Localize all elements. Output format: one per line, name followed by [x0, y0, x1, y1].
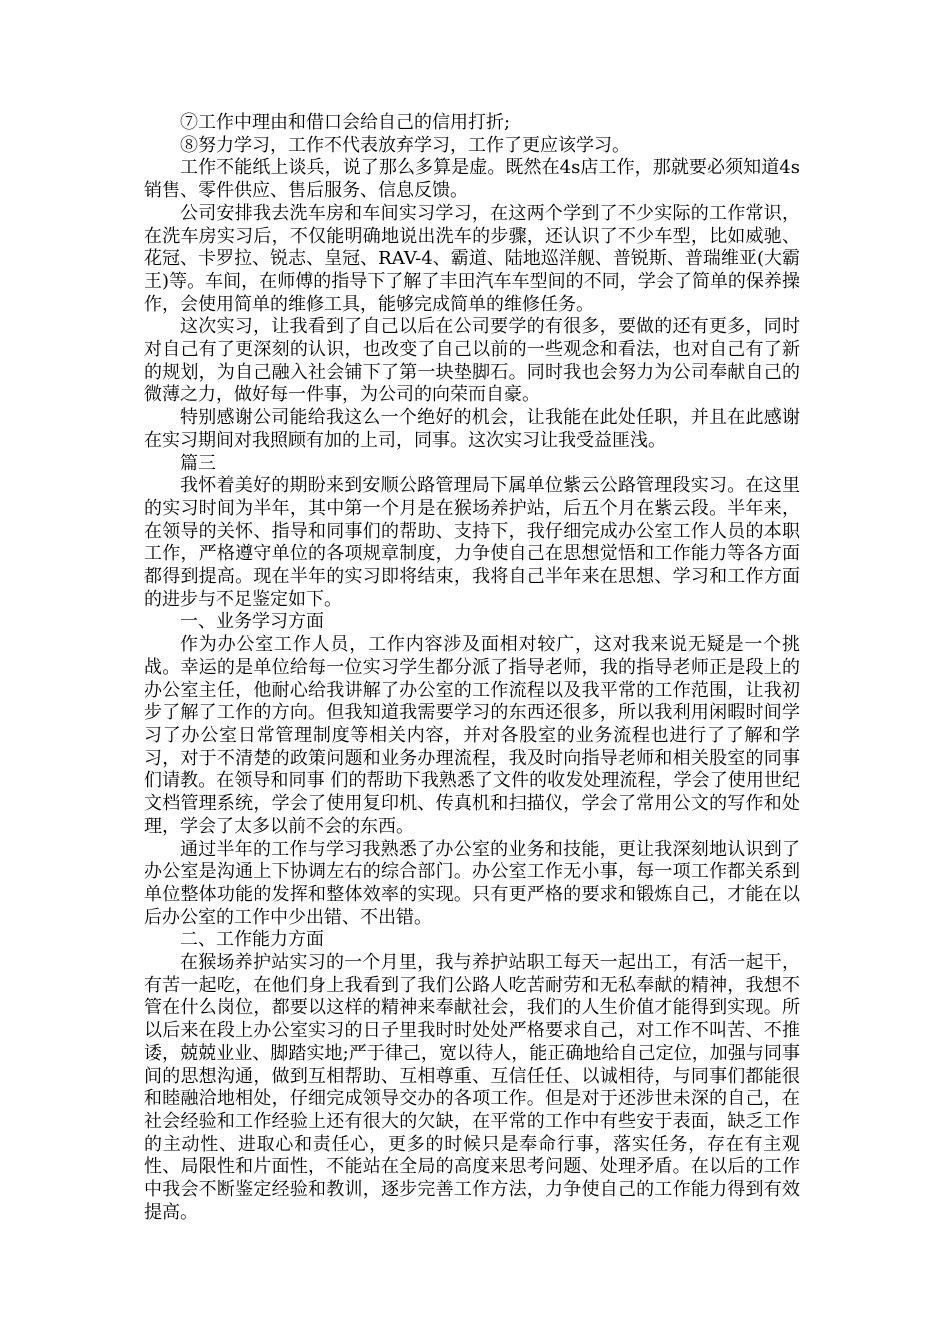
list-item-7: ⑦工作中理由和借口会给自己的信用打折;: [180, 112, 511, 133]
subsection-heading: 二、工作能力方面: [180, 929, 324, 951]
paragraph: 在猴场养护站实习的一个月里，我与养护站职工每天一起出工，有活一起干，有苦一起吃，在他们身上我看到了我们公路人吃苦耐劳和无私奉献的精神，我想不管在什么岗位，都要以这样的精神来奉献社会，我们的人生价值才能得到实现。所以后来在段上办公室实习的日子里我时时处处严格要求自己，对工作不叫苦、不推诿，兢兢业业、脚踏实地;严于律己，宽以待人，能正确地给自己定位，加强与同事间的思想沟通，做到互相帮助、互相尊重、互信任任、以诚相待，与同事们都能很和睦融洽地相处，仔细完成领导交办的各项工作。但是对于还涉世未深的自己，在社会经验和工作经验上还有很大的欠缺，在平常的工作中有些安于表面，缺乏工作的主动性、进取心和责任心，更多的时候只是奉命行事，落实任务，存在有主观性、局限性和片面性，不能站在全局的高度来思考问题、处理矛盾。在以后的工作中我会不断鉴定经验和教训，逐步完善工作方法，力争使自己的工作能力得到有效提高。: [144, 952, 800, 1223]
paragraph: 特别感谢公司能给我这么一个绝好的机会，让我能在此处任职，并且在此感谢在实习期间对我照顾有加的上司，同事。这次实习让我受益匪浅。: [144, 407, 800, 451]
paragraph: 作为办公室工作人员，工作内容涉及面相对较广，这对我来说无疑是一个挑战。幸运的是单位给每一位实习学生都分派了指导老师，我的指导老师正是段上的办公室主任，他耐心给我讲解了办公室的工作流程以及我平常的工作范围，让我初步了解了工作的方向。但我知道我需要学习的东西还很多，所以我利用闲暇时间学习了办公室日常管理制度等相关内容，并对各股室的业务流程也进行了了解和学习，对于不清楚的政策问题和业务办理流程，我及时向指导老师和相关股室的同事们请教。在领导和同事 们的帮助下我熟悉了文件的收发处理流程，学会了使用世纪文档管理系统，学会了使用复印机、传真机和扫描仪，学会了常用公文的写作和处理，学会了太多以前不会的东西。: [144, 634, 800, 837]
subsection-heading: 一、业务学习方面: [180, 611, 324, 633]
paragraph: 这次实习，让我看到了自己以后在公司要学的有很多，要做的还有更多，同时对自己有了更深刻的认识，也改变了自己以前的一些观念和看法，也对自己有了新的规划，为自己融入社会铺下了第一块垫脚石。同时我也会努力为公司奉献自己的微薄之力，做好每一件事，为公司的向荣而自豪。: [144, 316, 800, 406]
paragraph: 工作不能纸上谈兵，说了那么多算是虚。既然在4s店工作，那就要必须知道4s销售、零件供应、售后服务、信息反馈。: [144, 157, 800, 202]
paragraph: 通过半年的工作与学习我熟悉了办公室的业务和技能，更让我深刻地认识到了办公室是沟通上下协调左右的综合部门。办公室工作无小事，每一项工作都关系到单位整体功能的发挥和整体效率的实现。只有更严格的要求和锻炼自己，才能在以后办公室的工作中少出错、不出错。: [144, 838, 800, 928]
paragraph: 公司安排我去洗车房和车间实习学习，在这两个学到了不少实际的工作常识，在洗车房实习后，不仅能明确地说出洗车的步骤，还认识了不少车型，比如威驰、花冠、卡罗拉、锐志、皇冠、RAV-4、霸道、陆地巡洋舰、普锐斯、普瑞维亚(大霸王)等。车间，在师傅的指导下了解了丰田汽车车型间的不同，学会了简单的保养操作，会使用简单的维修工具，能够完成简单的维修任务。: [144, 202, 800, 315]
paragraph: 我怀着美好的期盼来到安顺公路管理局下属单位紫云公路管理段实习。在这里的实习时间为半年，其中第一个月是在猴场养护站，后五个月在紫云段。半年来，在领导的关怀、指导和同事们的帮助、支持下，我仔细完成办公室工作人员的本职工作，严格遵守单位的各项规章制度，力争使自己在思想觉悟和工作能力等各方面都得到提高。现在半年的实习即将结束，我将自己半年来在思想、学习和工作方面的进步与不足鉴定如下。: [144, 475, 800, 610]
section-heading: 篇三: [180, 452, 216, 474]
list-item-8: ⑧努力学习，工作不代表放弃学习，工作了更应该学习。: [180, 134, 630, 156]
document-body: [144, 112, 800, 1224]
